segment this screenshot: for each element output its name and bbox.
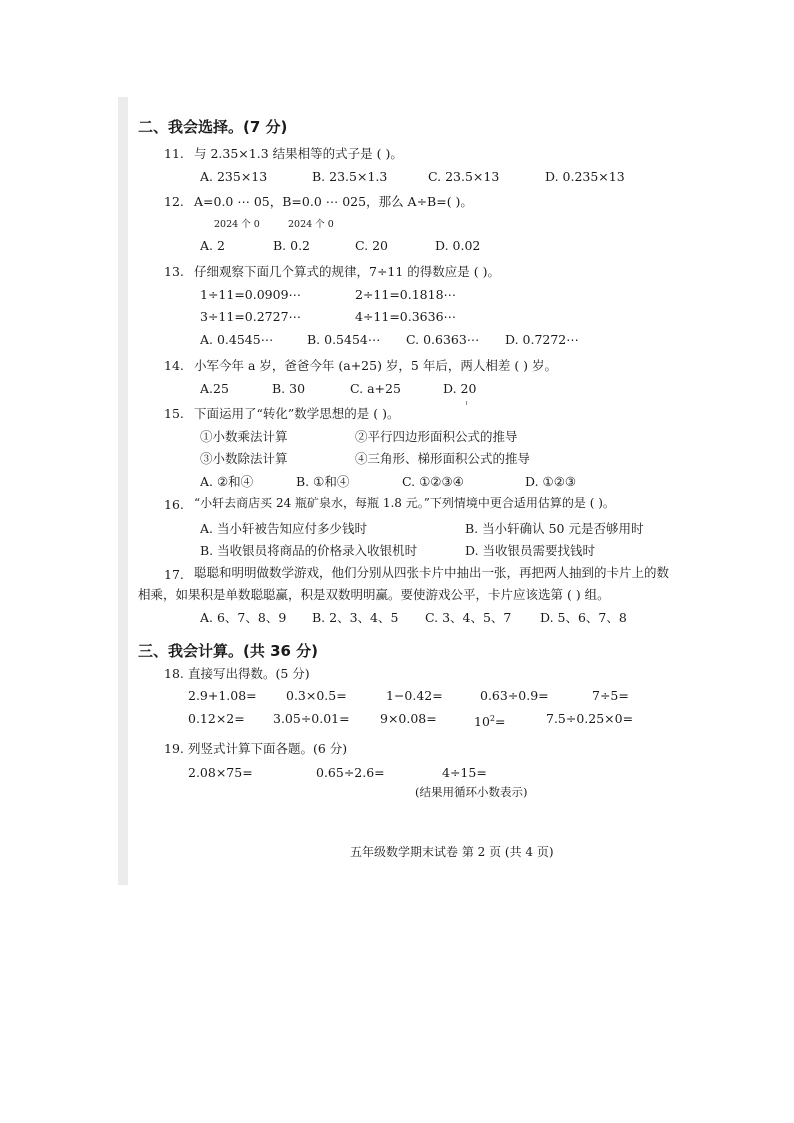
q19-expression-1: 2.08×75= [188,765,253,780]
q17-option-b: B. 2、3、4、5 [312,610,399,625]
q17-text-line-1: 聪聪和明明做数学游戏，他们分别从四张卡片中抽出一张，再把两人抽到的卡片上的数 [194,565,670,580]
q12-option-b: B. 0.2 [273,238,311,253]
q15-item-4: ④三角形、梯形面积公式的推导 [355,451,531,466]
q15-item-2: ②平行四边形面积公式的推导 [355,429,518,444]
q16-number: 16. [164,497,184,512]
q12-option-a: A. 2 [200,238,225,253]
q14-option-d: D. 20 [443,381,477,396]
q15-item-3: ③小数除法计算 [200,451,288,466]
q14-option-c: C. a+25 [350,381,401,396]
section-2-title: 二、我会选择。(7 分) [138,118,288,136]
q19-stem: 列竖式计算下面各题。(6 分) [188,741,348,756]
section-3-title: 三、我会计算。(共 36 分) [138,642,319,660]
q15-stem: 下面运用了“转化”数学思想的是 ( )。 [194,406,400,421]
q13-option-a: A. 0.4545⋯ [200,332,274,347]
q12-number: 12. [164,194,184,209]
q13-example-1: 1÷11=0.0909⋯ [200,287,302,302]
q18-number: 18. [164,666,184,681]
q18-item: 9×0.08= [380,711,437,726]
q13-example-4: 4÷11=0.3636⋯ [355,309,457,324]
q11-number: 11. [164,146,184,161]
q12-option-d: D. 0.02 [435,238,481,253]
q19-note: (结果用循环小数表示) [415,785,528,799]
q17-option-c: C. 3、4、5、7 [425,610,512,625]
q13-option-d: D. 0.7272⋯ [505,332,579,347]
q16-option-d: D. 当收银员需要找钱时 [465,543,596,558]
q14-option-a: A.25 [200,381,229,396]
q18-stem: 直接写出得数。(5 分) [188,666,310,681]
page-footer: 五年级数学期末试卷 第 2 页 (共 4 页) [350,845,554,859]
q11-option-c: C. 23.5×13 [428,169,500,184]
q17-number: 17. [164,567,184,582]
q12-stem: A=0.0 ⋯ 05，B=0.0 ⋯ 025，那么 A÷B=( )。 [194,194,473,209]
q15-option-d: D. ①②③ [525,474,577,489]
q18-item-power [474,711,505,730]
q11-option-d: D. 0.235×13 [545,169,625,184]
q11-option-b: B. 23.5×1.3 [312,169,388,184]
q15-item-1: ①小数乘法计算 [200,429,288,444]
q18-item: 1−0.42= [386,688,443,703]
q17-option-a: A. 6、7、8、9 [200,610,287,625]
q13-example-2: 2÷11=0.1818⋯ [355,287,457,302]
binding-margin-strip [118,97,128,885]
q18-item: 7÷5= [592,688,629,703]
q15-option-a: A. ②和④ [200,474,254,489]
q19-expression-3: 4÷15= [442,765,487,780]
q18-item: 3.05÷0.01= [273,711,350,726]
q12-underbrace-a: 2024 个 0 [214,219,260,230]
q14-number: 14. [164,358,184,373]
q12-underbrace-b: 2024 个 0 [288,219,334,230]
q19-expression-2: 0.65÷2.6= [316,765,385,780]
power-base: 10 [474,714,490,730]
q18-item: 2.9+1.08= [188,688,257,703]
q13-option-c: C. 0.6363⋯ [406,332,480,347]
q18-item: 0.12×2= [188,711,245,726]
q13-example-3: 3÷11=0.2727⋯ [200,309,302,324]
q16-option-b: B. 当小轩确认 50 元是否够用时 [465,521,644,536]
q18-item: 0.3×0.5= [286,688,347,703]
q14-option-b: B. 30 [272,381,306,396]
q13-option-b: B. 0.5454⋯ [307,332,381,347]
q15-option-b: B. ①和④ [296,474,350,489]
power-exponent: 2 [489,714,495,723]
q16-stem: “小轩去商店买 24 瓶矿泉水，每瓶 1.8 元。”下列情境中更合适用估算的是 ( )。 [194,496,615,510]
q15-number: 15. [164,406,184,421]
q17-text-line-2: 相乘，如果积是单数聪聪赢，积是双数明明赢。要使游戏公平，卡片应该选第 ( ) 组。 [138,587,610,602]
q11-option-a: A. 235×13 [200,169,268,184]
q13-number: 13. [164,264,184,279]
q18-item: 7.5÷0.25×0= [546,711,634,726]
q16-option-c: B. 当收银员将商品的价格录入收银机时 [200,543,418,558]
q14-stem: 小军今年 a 岁，爸爸今年 (a+25) 岁，5 年后，两人相差 ( ) 岁。 [194,358,558,373]
scan-speck [466,401,467,405]
q17-option-d: D. 5、6、7、8 [540,610,627,625]
q18-item: 0.63÷0.9= [480,688,549,703]
power-equals: = [495,714,506,730]
q15-option-c: C. ①②③④ [402,474,464,489]
q12-option-c: C. 20 [355,238,388,253]
q11-stem: 与 2.35×1.3 结果相等的式子是 ( )。 [194,146,403,161]
q16-option-a: A. 当小轩被告知应付多少钱时 [200,521,367,536]
q19-number: 19. [164,741,184,756]
q13-stem: 仔细观察下面几个算式的规律，7÷11 的得数应是 ( )。 [194,264,501,279]
